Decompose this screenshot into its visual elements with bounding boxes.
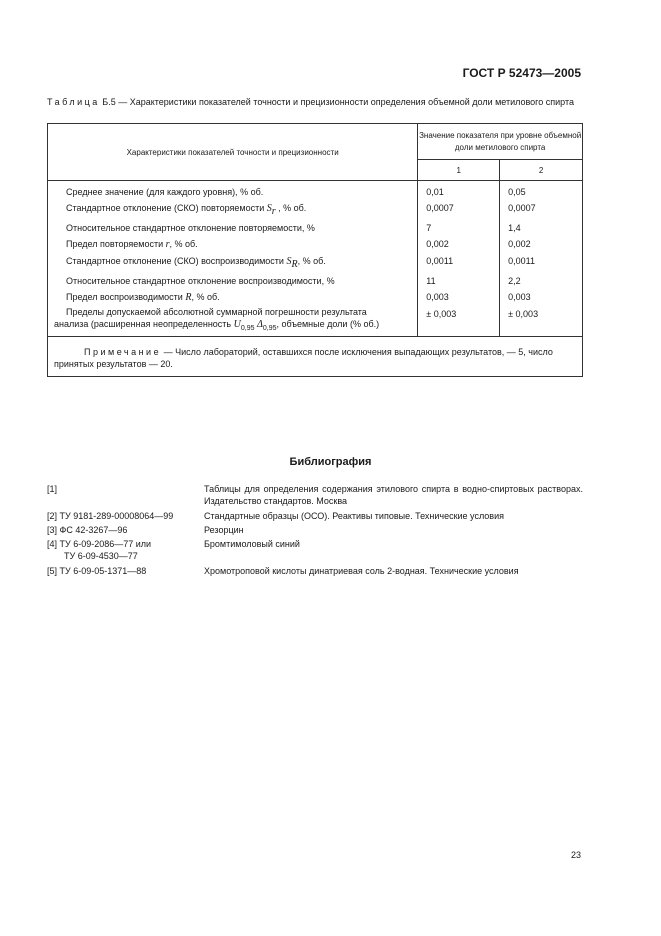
table-row bbox=[48, 220, 583, 236]
row-label bbox=[48, 289, 418, 306]
row-value-level-1: 0,01 bbox=[418, 181, 500, 201]
symbol-subscript: R bbox=[291, 258, 298, 270]
row-label bbox=[48, 306, 418, 337]
table-caption bbox=[47, 96, 583, 108]
row-value-level-2: 1,4 bbox=[500, 220, 583, 236]
row-label-unit: , % об. bbox=[169, 238, 198, 249]
row-label-text: Стандартное отклонение (СКО) воспроизводимости bbox=[66, 255, 287, 266]
row-value-level-2: 0,0007 bbox=[500, 200, 583, 220]
table-caption-text: Б.5 — Характеристики показателей точности и прецизионности определения объемной доли метилового спирта bbox=[99, 97, 575, 107]
row-value-level-2: 0,0011 bbox=[500, 253, 583, 273]
table-header-characteristics: Характеристики показателей точности и прецизионности bbox=[48, 124, 418, 181]
page-number: 23 bbox=[570, 850, 581, 860]
row-label-unit: , объемные доли (% об.) bbox=[276, 318, 380, 329]
row-label: Среднее значение (для каждого уровня), % об. bbox=[48, 181, 418, 201]
symbol-subscript: 0,95 bbox=[240, 324, 255, 332]
table-row bbox=[48, 306, 583, 337]
table-row bbox=[48, 253, 583, 273]
row-label-unit: , % об. bbox=[191, 291, 220, 302]
row-value-level-1: 11 bbox=[418, 273, 500, 289]
row-value-level-1: 0,0011 bbox=[418, 253, 500, 273]
row-label-line-1: Пределы допускаемой абсолютной суммарной погрешности результата bbox=[66, 306, 367, 317]
row-value-level-1: 0,0007 bbox=[418, 200, 500, 220]
bibliography-item bbox=[47, 565, 583, 577]
row-label: Относительное стандартное отклонение воспроизводимости, % bbox=[48, 273, 418, 289]
symbol-delta-subscript: 0,95 bbox=[262, 324, 277, 332]
row-value-level-2: 0,05 bbox=[500, 181, 583, 201]
table-header-value: Значение показателя при уровне объемной доли метилового спирта bbox=[418, 124, 583, 160]
row-label-unit: , % об. bbox=[275, 203, 307, 213]
symbol: S bbox=[266, 203, 272, 214]
row-label bbox=[48, 236, 418, 253]
row-value-level-2: 2,2 bbox=[500, 273, 583, 289]
row-label bbox=[48, 253, 418, 273]
bibliography-ref: [3] ФС 42-3267—96 bbox=[47, 525, 128, 535]
row-value-level-1: 0,002 bbox=[418, 236, 500, 253]
row-value-level-1: ± 0,003 bbox=[418, 306, 500, 337]
table-caption-prefix: Таблица bbox=[47, 97, 100, 107]
bibliography-ref bbox=[47, 538, 202, 562]
row-value-level-1: 7 bbox=[418, 220, 500, 236]
bibliography-ref-line-1: [4] ТУ 6-09-2086—77 или bbox=[47, 539, 152, 549]
table-row bbox=[48, 181, 583, 201]
table-header-level-1: 1 bbox=[418, 160, 500, 181]
document-standard-header: ГОСТ Р 52473—2005 bbox=[462, 66, 581, 80]
bibliography-text: Хромотроповой кислоты динатриевая соль 2-водная. Технические условия bbox=[204, 566, 519, 576]
symbol: U bbox=[233, 318, 241, 330]
symbol-delta: Δ bbox=[257, 318, 263, 330]
table-row bbox=[48, 289, 583, 306]
table-row bbox=[48, 273, 583, 289]
table-row bbox=[48, 200, 583, 220]
symbol-subscript: r bbox=[271, 205, 276, 217]
row-value-level-2: ± 0,003 bbox=[500, 306, 583, 337]
row-label-text: Предел воспроизводимости bbox=[66, 291, 186, 302]
row-label-line-2: анализа (расширенная неопределенность bbox=[54, 318, 234, 329]
bibliography-ref-line-2: ТУ 6-09-4530—77 bbox=[64, 551, 138, 561]
row-value-level-2: 0,002 bbox=[500, 236, 583, 253]
symbol: R bbox=[185, 291, 192, 303]
row-label: Относительное стандартное отклонение повторяемости, % bbox=[48, 220, 418, 236]
row-label-text: Предел повторяемости bbox=[66, 238, 166, 249]
bibliography-text: Бромтимоловый синий bbox=[204, 539, 300, 549]
bibliography-ref: [2] ТУ 9181-289-00008064—99 bbox=[47, 511, 174, 521]
bibliography-item bbox=[47, 538, 583, 562]
bibliography-title: Библиография bbox=[289, 456, 372, 468]
bibliography-ref: [5] ТУ 6-09-05-1371—88 bbox=[47, 566, 147, 576]
symbol: r bbox=[165, 238, 170, 250]
table-header-level-2: 2 bbox=[500, 160, 583, 181]
table-row bbox=[48, 236, 583, 253]
bibliography-ref: [1] bbox=[47, 484, 58, 494]
row-label-text: Стандартное отклонение (СКО) повторяемости bbox=[66, 203, 267, 213]
bibliography-item bbox=[47, 483, 583, 507]
row-label bbox=[48, 200, 418, 220]
bibliography-item bbox=[47, 510, 583, 522]
row-label-unit: , % об. bbox=[297, 255, 326, 266]
table-note-text: — Число лабораторий, оставшихся после исключения выпадающих результатов, — 5, число принятых результатов — 20. bbox=[54, 346, 553, 369]
symbol: S bbox=[286, 255, 292, 267]
bibliography-text: Таблицы для определения содержания этилового спирта в водно-спиртовых растворах. Издательство стандартов. Москва bbox=[204, 484, 583, 506]
precision-characteristics-table bbox=[47, 123, 583, 377]
bibliography-text: Резорцин bbox=[204, 525, 244, 535]
row-value-level-2: 0,003 bbox=[500, 289, 583, 306]
bibliography-text: Стандартные образцы (ОСО). Реактивы типовые. Технические условия bbox=[204, 511, 504, 521]
table-note bbox=[48, 336, 583, 376]
table-note-prefix: Примечание bbox=[84, 346, 162, 357]
bibliography-item bbox=[47, 524, 583, 536]
row-value-level-1: 0,003 bbox=[418, 289, 500, 306]
